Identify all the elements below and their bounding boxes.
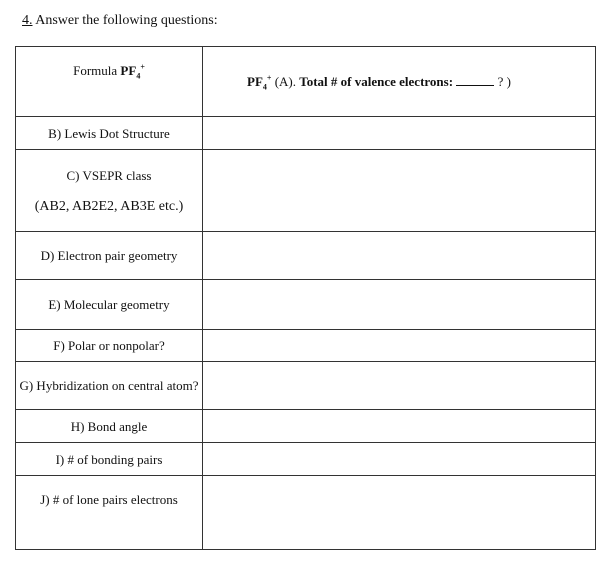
answer-table-wrapper xyxy=(15,46,596,549)
answer-cell-molecular-geometry[interactable] xyxy=(203,280,596,330)
formula-value: $PF_4^+$ xyxy=(120,62,145,81)
part-a-label: (A). xyxy=(274,74,296,89)
table-row xyxy=(16,330,596,362)
answer-blank[interactable] xyxy=(456,73,494,86)
table-row xyxy=(16,362,596,410)
table-row xyxy=(16,150,596,232)
right-formula: $PF_4^+$ xyxy=(247,73,272,92)
question-heading xyxy=(22,12,218,30)
row-label-electron-pair-geometry: D) Electron pair geometry xyxy=(16,232,203,280)
table-row xyxy=(16,410,596,443)
answer-cell-bonding-pairs[interactable] xyxy=(203,443,596,476)
answer-cell-polarity[interactable] xyxy=(203,330,596,362)
answer-table xyxy=(15,46,596,550)
answer-cell-electron-pair-geometry[interactable] xyxy=(203,232,596,280)
question-number: 4. xyxy=(22,13,33,28)
answer-cell-vsepr[interactable] xyxy=(203,150,596,232)
row-label-lewis: B) Lewis Dot Structure xyxy=(16,117,203,150)
part-a-text: Total # of valence electrons: xyxy=(299,74,454,89)
question-text: Answer the following questions: xyxy=(35,13,218,28)
table-row xyxy=(16,476,596,550)
table-row xyxy=(16,280,596,330)
answer-cell-bond-angle[interactable] xyxy=(203,410,596,443)
table-row-header xyxy=(16,47,596,117)
row-label-molecular-geometry: E) Molecular geometry xyxy=(16,280,203,330)
row-label-polarity: F) Polar or nonpolar? xyxy=(16,330,203,362)
row-label-bond-angle: H) Bond angle xyxy=(16,410,203,443)
table-row xyxy=(16,232,596,280)
part-a-suffix: ? ) xyxy=(497,74,511,89)
answer-cell-hybridization[interactable] xyxy=(203,362,596,410)
formula-label-cell xyxy=(16,47,203,117)
table-row xyxy=(16,443,596,476)
row-label-lone-pairs: J) # of lone pairs electrons xyxy=(16,476,203,550)
valence-electrons-cell[interactable] xyxy=(203,47,596,117)
table-row xyxy=(16,117,596,150)
row-label-vsepr: C) VSEPR class (AB2, AB2E2, AB3E etc.) xyxy=(16,150,203,232)
valence-electrons-prompt xyxy=(203,73,595,90)
row-label-hybridization: G) Hybridization on central atom? xyxy=(16,362,203,410)
answer-cell-lone-pairs[interactable] xyxy=(203,476,596,550)
answer-cell-lewis[interactable] xyxy=(203,117,596,150)
row-label-bonding-pairs: I) # of bonding pairs xyxy=(16,443,203,476)
formula-label: Formula xyxy=(73,62,118,78)
